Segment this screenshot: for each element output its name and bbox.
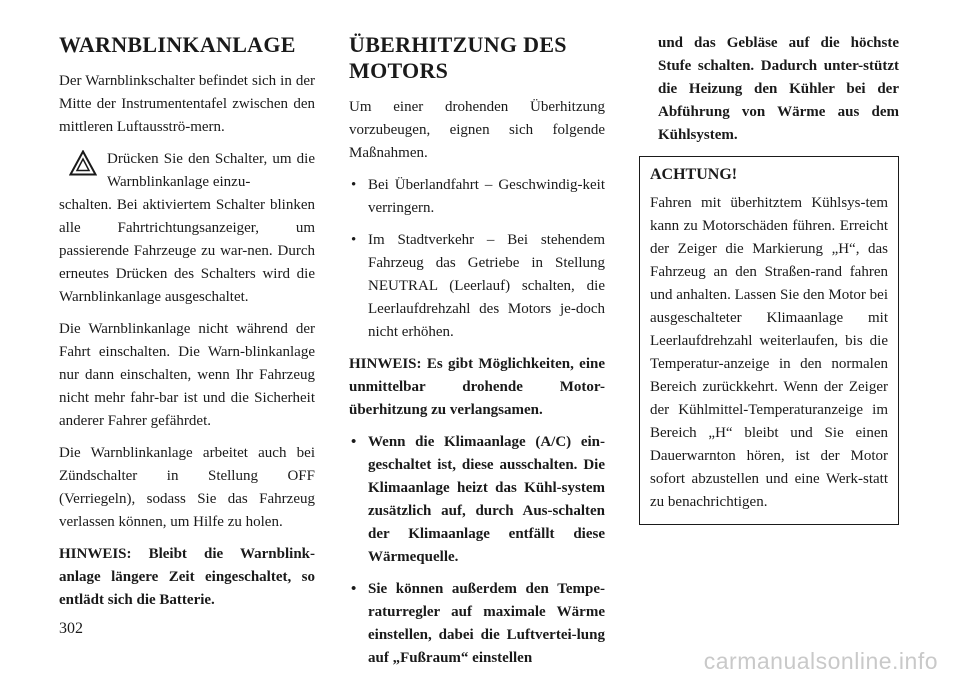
list-item: • Wenn die Klimaanlage (A/C) ein-geschaltet ist, diese ausschalten. Die Klimaanlage heizt das Kühl-system zusätzlich auf, durch Aus-schalten der Klimaanlage entfällt diese Wärmequelle. bbox=[349, 431, 605, 569]
paragraph: Die Warnblinkanlage arbeitet auch bei Zündschalter in Stellung OFF (Verriegeln), sodass Sie das Fahrzeug verlassen können, um Hilfe zu holen. bbox=[59, 445, 315, 530]
hazard-triangle-icon bbox=[69, 150, 97, 176]
continuation-text: und das Gebläse auf die höchste Stufe schalten. Dadurch unter-stützt die Heizung den Kühler bei der Abführung von Wärme aus dem Kühlsystem. bbox=[658, 35, 899, 143]
note-overheat: HINWEIS: Es gibt Möglichkeiten, eine unmittelbar drohende Motor-überhitzung zu verlangsamen. bbox=[349, 356, 605, 418]
paragraph: Die Warnblinkanlage nicht während der Fahrt einschalten. Die Warn-blinkanlage nur dann einschalten, wenn Ihr Fahrzeug nicht mehr fahr-bar ist und die Sicherheit anderer Fahrer gefährdet. bbox=[59, 321, 315, 429]
list-item: • Bei Überlandfahrt – Geschwindig-keit verringern. bbox=[349, 174, 605, 220]
paragraph: Der Warnblinkschalter befindet sich in der Mitte der Instrumententafel zwischen den mittleren Luftausströ-mern. bbox=[59, 73, 315, 135]
column-right bbox=[639, 32, 899, 525]
hazard-instruction-lead: Drücken Sie den Schalter, um die Warnblinkanlage einzu- bbox=[107, 151, 315, 190]
caution-title: ACHTUNG! bbox=[650, 166, 738, 183]
section-heading-hazard: WARNBLINKANLAGE bbox=[59, 32, 296, 57]
paragraph: Um einer drohenden Überhitzung vorzubeugen, eignen sich folgende Maßnahmen. bbox=[349, 99, 605, 161]
bullet-list bbox=[349, 174, 605, 344]
caution-box bbox=[639, 156, 899, 525]
caution-text: Fahren mit überhitztem Kühlsys-tem kann zu Motorschäden führen. Erreicht der Zeiger die Markierung „H“, das Fahrzeug an den Straßen-rand fahren und anhalten. Lassen Sie den Motor bei ausgeschalteter Klimaanlage mit Leerlaufdrehzahl weiterlaufen, bis die Temperatur-anzeige in den normalen Bereich zurückkehrt. Wenn der Zeiger der Kühlmittel-Temperaturanzeige im Bereich „H“ bleibt und Sie einen Dauerwarnton hören, ist der Motor sofort abzustellen und eine Werk-statt zu benachrichtigen. bbox=[650, 195, 888, 510]
watermark: carmanualsonline.info bbox=[703, 648, 938, 674]
column-left bbox=[59, 32, 315, 621]
section-heading-overheat: ÜBERHITZUNG DES MOTORS bbox=[349, 32, 567, 83]
list-item: • Sie können außerdem den Tempe-raturregler auf maximale Wärme einstellen, dabei die Luftvertei-lung auf „Fußraum“ einstellen bbox=[349, 578, 605, 670]
page-number: 302 bbox=[59, 620, 83, 637]
column-middle bbox=[349, 32, 605, 679]
paragraph: schalten. Bei aktiviertem Schalter blinken alle Fahrtrichtungsanzeiger, um passierende Fahrzeuge zu war-nen. Durch erneutes Drücken des Schalters wird die Warnblinkanlage ausgeschaltet. bbox=[59, 197, 315, 305]
paragraph-with-icon bbox=[59, 148, 315, 194]
bold-bullet-list bbox=[349, 431, 605, 670]
list-item: • Im Stadtverkehr – Bei stehendem Fahrzeug das Getriebe in Stellung NEUTRAL (Leerlauf) schalten, die Leerlaufdrehzahl des Motors je-doch nicht erhöhen. bbox=[349, 229, 605, 344]
note-battery: HINWEIS: Bleibt die Warnblink-anlage längere Zeit eingeschaltet, so entlädt sich die Batterie. bbox=[59, 546, 315, 608]
